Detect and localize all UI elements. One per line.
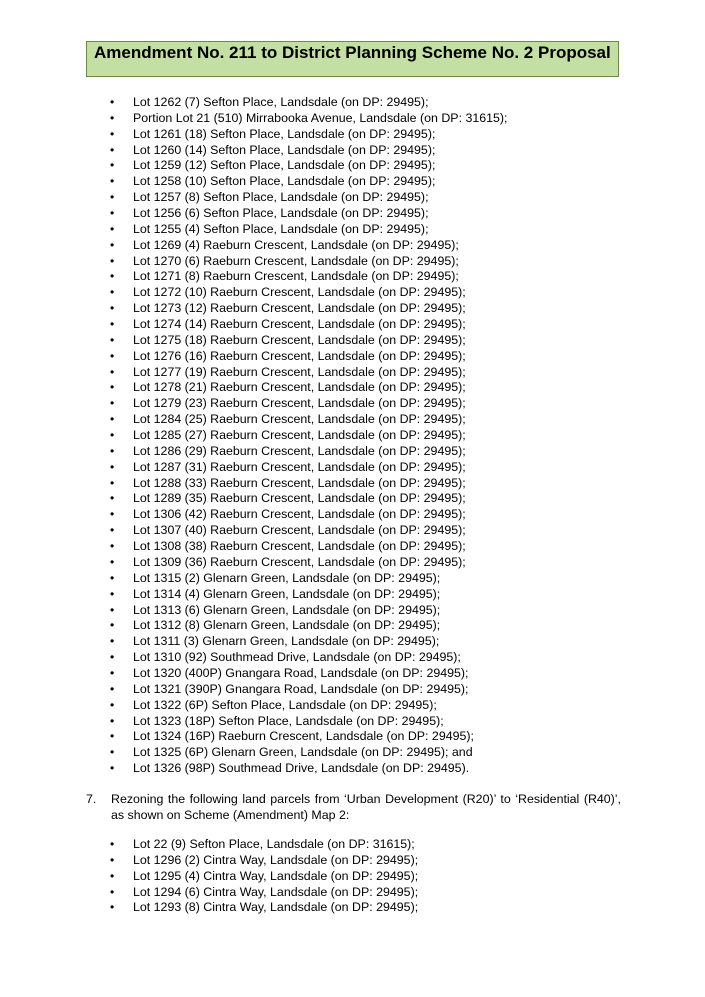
list-item [0, 158, 705, 174]
list-item [0, 190, 705, 206]
list-item-text: Lot 1307 (40) Raeburn Crescent, Landsdale (on DP: 29495); [133, 523, 466, 538]
list-item [0, 206, 705, 222]
list-item-text: Lot 1275 (18) Raeburn Crescent, Landsdale (on DP: 29495); [133, 332, 466, 347]
list-item-text: Lot 1294 (6) Cintra Way, Landsdale (on DP: 29495); [133, 884, 419, 899]
bullet-icon: • [110, 554, 115, 569]
bullet-icon: • [110, 126, 115, 141]
list-item [0, 460, 705, 476]
list-item [0, 380, 705, 396]
list-item [0, 285, 705, 301]
item-7-text: Rezoning the following land parcels from ‘Urban Development (R20)’ to ‘Residential (R40)’, as shown on Scheme (Amendment) Map 2: [111, 792, 621, 822]
list-item [0, 491, 705, 507]
list-item-text: Lot 1260 (14) Sefton Place, Landsdale (on DP: 29495); [133, 142, 436, 157]
list-item [0, 714, 705, 730]
bullet-icon: • [110, 745, 115, 760]
list-item-text: Lot 1271 (8) Raeburn Crescent, Landsdale (on DP: 29495); [133, 269, 459, 284]
list-item [0, 317, 705, 333]
list-item-text: Lot 1326 (98P) Southmead Drive, Landsdale (on DP: 29495). [133, 761, 470, 776]
list-item-text: Lot 1276 (16) Raeburn Crescent, Landsdale (on DP: 29495); [133, 348, 466, 363]
list-item-text: Lot 1314 (4) Glenarn Green, Landsdale (on DP: 29495); [133, 586, 441, 601]
bullet-icon: • [110, 523, 115, 538]
bullet-icon: • [110, 348, 115, 363]
list-item-text: Lot 1285 (27) Raeburn Crescent, Landsdale (on DP: 29495); [133, 428, 466, 443]
list-item-text: Lot 1262 (7) Sefton Place, Landsdale (on DP: 29495); [133, 95, 429, 109]
list-item [0, 650, 705, 666]
list-item [0, 127, 705, 143]
list-item-text: Lot 1325 (6P) Glenarn Green, Landsdale (on DP: 29495); and [133, 745, 473, 760]
bullet-icon: • [110, 443, 115, 458]
list-item [0, 428, 705, 444]
page-title-text: Amendment No. 211 to District Planning Scheme No. 2 Proposal [94, 43, 611, 62]
list-item [0, 682, 705, 698]
list-item-text: Lot 1269 (4) Raeburn Crescent, Landsdale (on DP: 29495); [133, 237, 459, 252]
list-item [0, 900, 705, 916]
bullet-icon: • [110, 301, 115, 316]
list-item [0, 837, 705, 853]
list-item-text: Lot 1324 (16P) Raeburn Crescent, Landsdale (on DP: 29495); [133, 729, 474, 744]
list-item-text: Lot 1320 (400P) Gnangara Road, Landsdale (on DP: 29495); [133, 665, 469, 680]
list-item-text: Lot 1257 (8) Sefton Place, Landsdale (on DP: 29495); [133, 190, 429, 205]
list-item [0, 745, 705, 761]
bullet-icon: • [110, 237, 115, 252]
bullet-icon: • [110, 713, 115, 728]
list-item-text: Lot 1293 (8) Cintra Way, Landsdale (on DP: 29495); [133, 900, 419, 915]
list-item [0, 111, 705, 127]
bullet-icon: • [110, 868, 115, 883]
list-item-text: Lot 22 (9) Sefton Place, Landsdale (on DP: 31615); [133, 837, 415, 851]
list-item [0, 618, 705, 634]
list-item [0, 869, 705, 885]
list-item [0, 95, 705, 111]
bullet-icon: • [110, 221, 115, 236]
list-item [0, 587, 705, 603]
bullet-icon: • [110, 602, 115, 617]
list-item [0, 523, 705, 539]
bullet-icon: • [110, 586, 115, 601]
list-item [0, 634, 705, 650]
list-item-text: Portion Lot 21 (510) Mirrabooka Avenue, Landsdale (on DP: 31615); [133, 110, 508, 125]
list-item [0, 412, 705, 428]
bullet-icon: • [110, 761, 115, 776]
list-item-text: Lot 1255 (4) Sefton Place, Landsdale (on DP: 29495); [133, 221, 429, 236]
list-item-text: Lot 1321 (390P) Gnangara Road, Landsdale (on DP: 29495); [133, 681, 469, 696]
list-item-text: Lot 1261 (18) Sefton Place, Landsdale (on DP: 29495); [133, 126, 436, 141]
bullet-icon: • [110, 475, 115, 490]
list-item-text: Lot 1311 (3) Glenarn Green, Landsdale (on DP: 29495); [133, 634, 440, 649]
list-item-text: Lot 1284 (25) Raeburn Crescent, Landsdale (on DP: 29495); [133, 412, 466, 427]
list-item [0, 254, 705, 270]
list-item [0, 301, 705, 317]
bullet-icon: • [110, 459, 115, 474]
bullet-icon: • [110, 634, 115, 649]
bullet-icon: • [110, 697, 115, 712]
bullet-icon: • [110, 837, 115, 851]
list-item-text: Lot 1287 (31) Raeburn Crescent, Landsdale (on DP: 29495); [133, 459, 466, 474]
list-item-text: Lot 1310 (92) Southmead Drive, Landsdale (on DP: 29495); [133, 650, 461, 665]
list-item [0, 365, 705, 381]
list-item [0, 539, 705, 555]
bullet-icon: • [110, 507, 115, 522]
list-item-text: Lot 1270 (6) Raeburn Crescent, Landsdale (on DP: 29495); [133, 253, 459, 268]
list-item-text: Lot 1278 (21) Raeburn Crescent, Landsdale (on DP: 29495); [133, 380, 466, 395]
bullet-icon: • [110, 142, 115, 157]
bullet-icon: • [110, 190, 115, 205]
list-item [0, 333, 705, 349]
list-item [0, 238, 705, 254]
bullet-icon: • [110, 681, 115, 696]
bullet-icon: • [110, 317, 115, 332]
list-item-text: Lot 1279 (23) Raeburn Crescent, Landsdale (on DP: 29495); [133, 396, 466, 411]
bullet-icon: • [110, 428, 115, 443]
list-item-text: Lot 1322 (6P) Sefton Place, Landsdale (on DP: 29495); [133, 697, 437, 712]
lot-list-2 [0, 837, 705, 916]
list-item-text: Lot 1286 (29) Raeburn Crescent, Landsdale (on DP: 29495); [133, 443, 466, 458]
bullet-icon: • [110, 364, 115, 379]
list-item-text: Lot 1273 (12) Raeburn Crescent, Landsdale (on DP: 29495); [133, 301, 466, 316]
bullet-icon: • [110, 110, 115, 125]
bullet-icon: • [110, 884, 115, 899]
bullet-icon: • [110, 269, 115, 284]
bullet-icon: • [110, 729, 115, 744]
list-item-text: Lot 1258 (10) Sefton Place, Landsdale (on DP: 29495); [133, 174, 436, 189]
list-item-text: Lot 1296 (2) Cintra Way, Landsdale (on DP: 29495); [133, 852, 419, 867]
list-item [0, 666, 705, 682]
bullet-icon: • [110, 665, 115, 680]
list-item [0, 761, 705, 777]
bullet-icon: • [110, 380, 115, 395]
bullet-icon: • [110, 174, 115, 189]
list-item-text: Lot 1288 (33) Raeburn Crescent, Landsdale (on DP: 29495); [133, 475, 466, 490]
list-item-text: Lot 1323 (18P) Sefton Place, Landsdale (on DP: 29495); [133, 713, 444, 728]
list-item-text: Lot 1259 (12) Sefton Place, Landsdale (on DP: 29495); [133, 158, 436, 173]
item-7-paragraph [86, 791, 621, 823]
bullet-icon: • [110, 618, 115, 633]
item-7-number: 7. [86, 792, 97, 806]
page-title [86, 41, 619, 77]
bullet-icon: • [110, 491, 115, 506]
bullet-icon: • [110, 158, 115, 173]
list-item-text: Lot 1289 (35) Raeburn Crescent, Landsdale (on DP: 29495); [133, 491, 466, 506]
list-item-text: Lot 1309 (36) Raeburn Crescent, Landsdale (on DP: 29495); [133, 554, 466, 569]
list-item [0, 853, 705, 869]
list-item-text: Lot 1312 (8) Glenarn Green, Landsdale (on DP: 29495); [133, 618, 441, 633]
bullet-icon: • [110, 206, 115, 221]
list-item [0, 885, 705, 901]
list-item-text: Lot 1274 (14) Raeburn Crescent, Landsdale (on DP: 29495); [133, 317, 466, 332]
list-item [0, 222, 705, 238]
list-item [0, 729, 705, 745]
bullet-icon: • [110, 253, 115, 268]
bullet-icon: • [110, 412, 115, 427]
bullet-icon: • [110, 396, 115, 411]
list-item-text: Lot 1308 (38) Raeburn Crescent, Landsdale (on DP: 29495); [133, 539, 466, 554]
list-item-text: Lot 1313 (6) Glenarn Green, Landsdale (on DP: 29495); [133, 602, 441, 617]
list-item [0, 444, 705, 460]
list-item-text: Lot 1306 (42) Raeburn Crescent, Landsdale (on DP: 29495); [133, 507, 466, 522]
list-item [0, 603, 705, 619]
bullet-icon: • [110, 650, 115, 665]
list-item-text: Lot 1272 (10) Raeburn Crescent, Landsdale (on DP: 29495); [133, 285, 466, 300]
bullet-icon: • [110, 570, 115, 585]
list-item [0, 174, 705, 190]
list-item [0, 269, 705, 285]
list-item [0, 349, 705, 365]
list-item-text: Lot 1277 (19) Raeburn Crescent, Landsdale (on DP: 29495); [133, 364, 466, 379]
bullet-icon: • [110, 852, 115, 867]
list-item-text: Lot 1256 (6) Sefton Place, Landsdale (on DP: 29495); [133, 206, 429, 221]
bullet-icon: • [110, 539, 115, 554]
list-item [0, 555, 705, 571]
bullet-icon: • [110, 285, 115, 300]
list-item [0, 143, 705, 159]
bullet-icon: • [110, 95, 115, 109]
list-item [0, 571, 705, 587]
list-item-text: Lot 1315 (2) Glenarn Green, Landsdale (on DP: 29495); [133, 570, 441, 585]
bullet-icon: • [110, 332, 115, 347]
list-item [0, 507, 705, 523]
list-item [0, 698, 705, 714]
list-item [0, 396, 705, 412]
lot-list-1 [0, 95, 705, 777]
list-item [0, 476, 705, 492]
list-item-text: Lot 1295 (4) Cintra Way, Landsdale (on DP: 29495); [133, 868, 419, 883]
bullet-icon: • [110, 900, 115, 915]
